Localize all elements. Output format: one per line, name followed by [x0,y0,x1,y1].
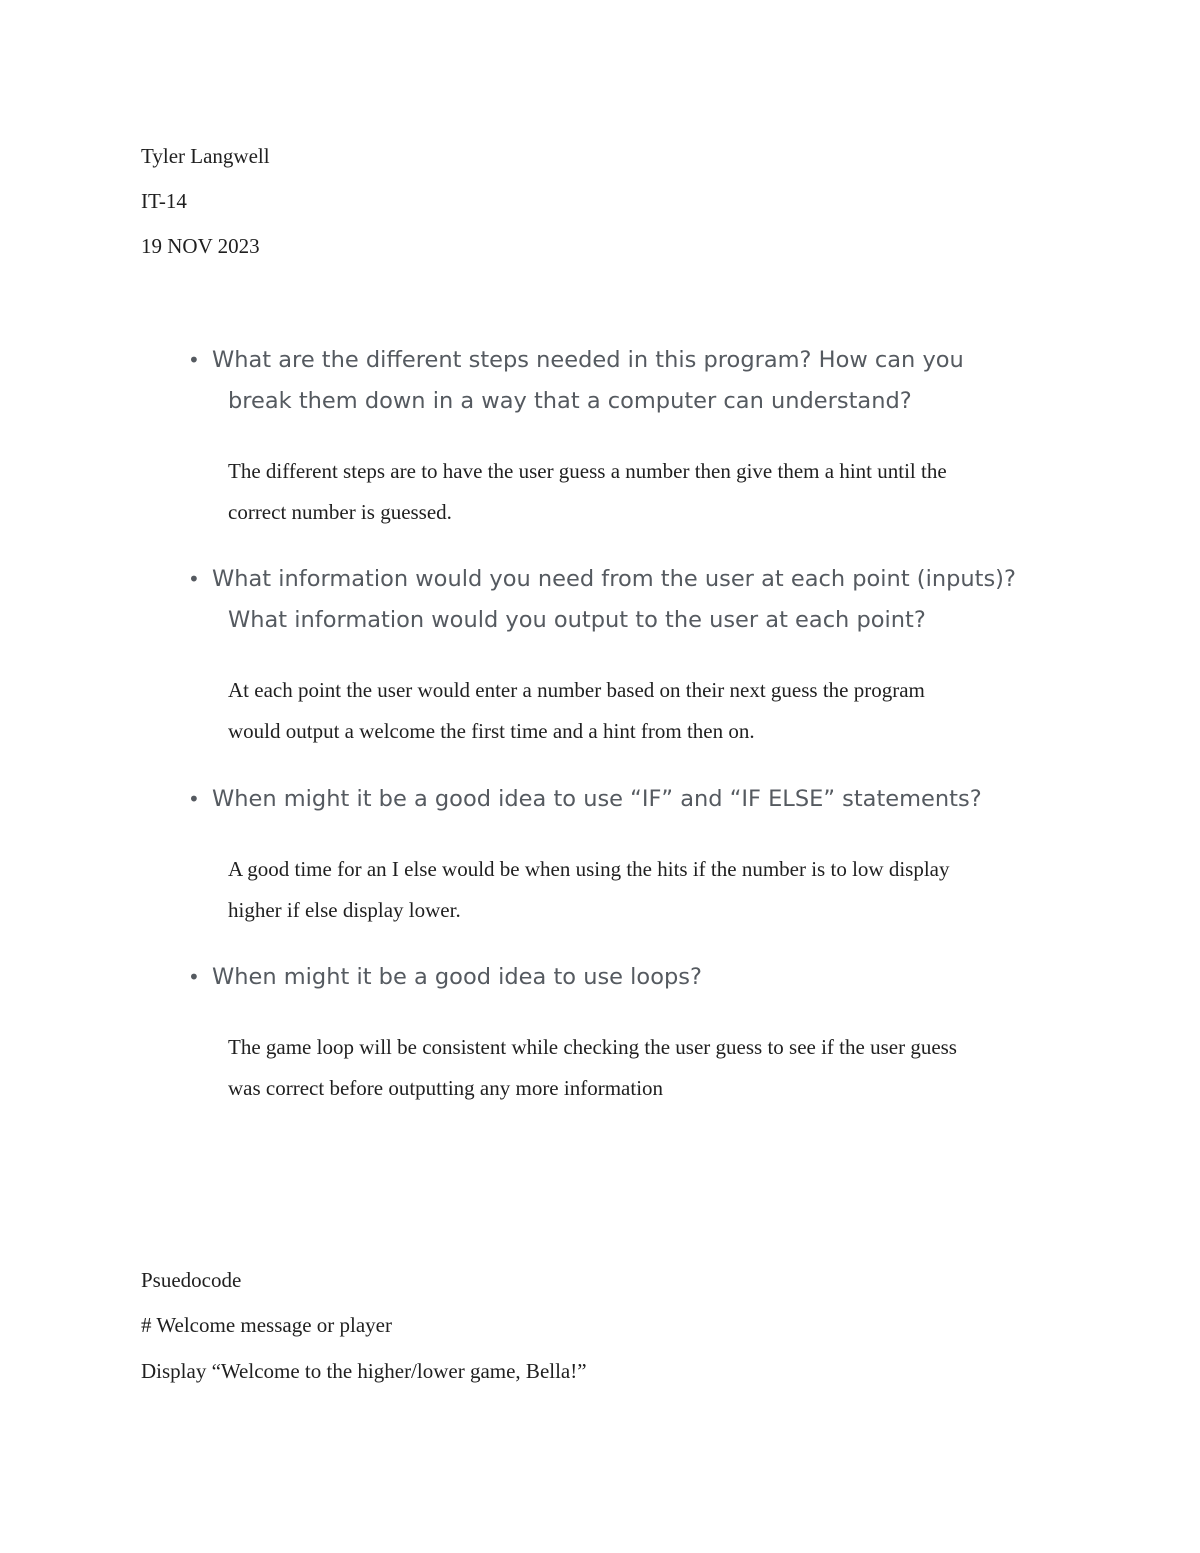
document-date: 19 NOV 2023 [141,234,260,258]
answer-1-line-2: correct number is guessed. [228,500,452,524]
bullet-icon: • [188,787,200,811]
pseudocode-display-line: Display “Welcome to the higher/lower game, Bella!” [141,1359,587,1383]
answer-3-line-2: higher if else display lower. [228,898,461,922]
question-4 [188,957,702,998]
answer-2 [228,670,1068,752]
course-code: IT-14 [141,189,187,213]
answer-1 [228,451,1068,533]
question-2-line-1: What information would you need from the user at each point (inputs)? [212,566,1016,592]
question-1-line-1: What are the different steps needed in this program? How can you [212,347,964,373]
bullet-icon: • [188,348,200,372]
answer-4-line-2: was correct before outputting any more information [228,1076,664,1100]
question-2-line-2: What information would you output to the user at each point? [228,607,926,633]
answer-2-line-2: would output a welcome the first time and a hint from then on. [228,719,755,743]
question-1-line-2: break them down in a way that a computer can understand? [228,388,912,414]
answer-3-line-1: A good time for an I else would be when using the hits if the number is to low display [228,857,950,881]
pseudocode-comment: # Welcome message or player [141,1313,392,1337]
question-2 [188,559,1016,641]
question-3 [188,779,982,820]
pseudocode-title: Psuedocode [141,1268,242,1292]
answer-3 [228,849,1068,931]
answer-4 [228,1027,1068,1109]
bullet-icon: • [188,567,200,591]
answer-2-line-1: At each point the user would enter a number based on their next guess the program [228,678,925,702]
answer-4-line-1: The game loop will be consistent while checking the user guess to see if the user guess [228,1035,957,1059]
question-1 [188,340,964,422]
question-3-line-1: When might it be a good idea to use “IF” and “IF ELSE” statements? [212,786,982,812]
bullet-icon: • [188,965,200,989]
author-name: Tyler Langwell [141,144,270,168]
question-4-line-1: When might it be a good idea to use loops? [212,964,702,990]
answer-1-line-1: The different steps are to have the user guess a number then give them a hint until the [228,459,947,483]
